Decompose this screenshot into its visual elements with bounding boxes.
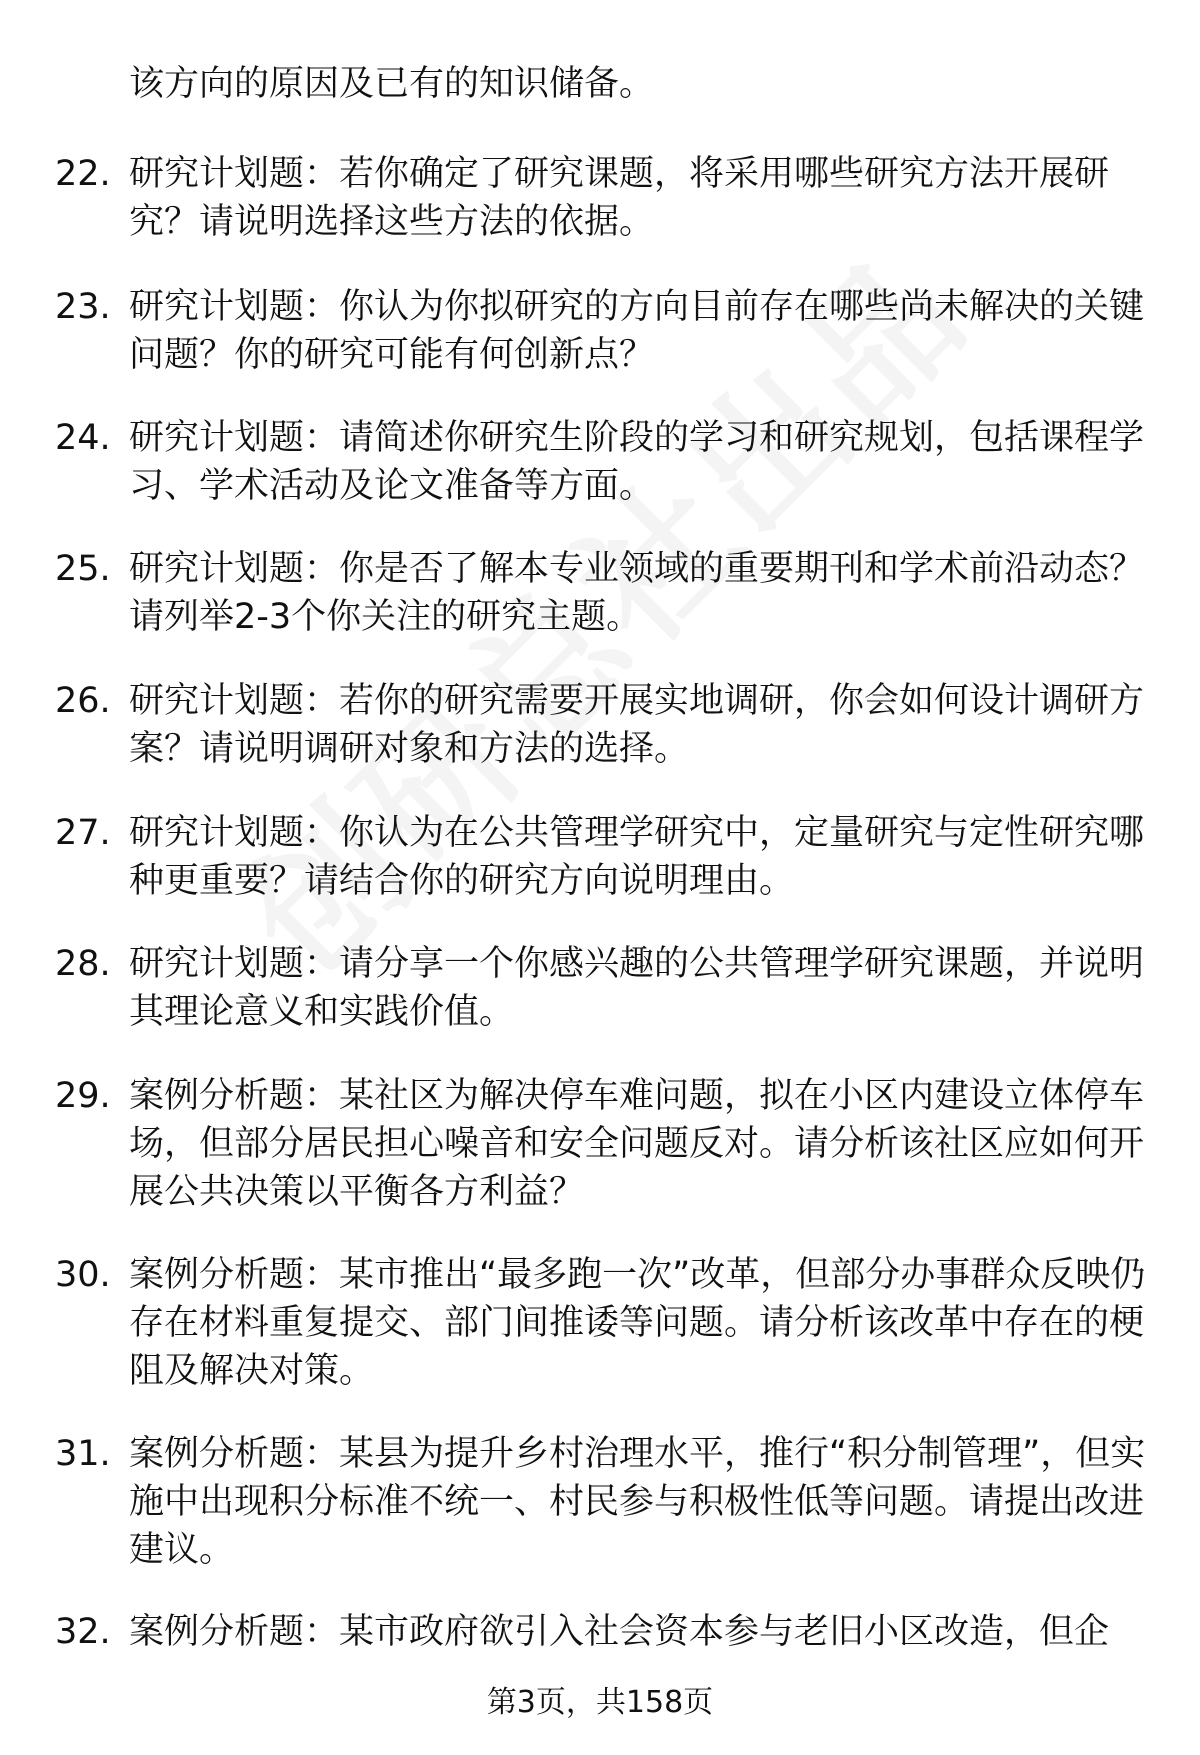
question-text: 案例分析题：某市政府欲引入社会资本参与老旧小区改造，但企 (129, 1612, 1110, 1652)
question-number: 26. (55, 681, 111, 721)
question-number: 29. (55, 1076, 111, 1116)
question-number: 24. (55, 418, 111, 458)
question-text: 案例分析题：某社区为解决停车难问题，拟在小区内建设立体停车场，但部分居民担心噪音和安全问题反对。请分析该社区应如何开展公共决策以平衡各方利益？ (129, 1076, 1145, 1212)
question-text: 研究计划题：若你的研究需要开展实地调研，你会如何设计调研方案？请说明调研对象和方法的选择。 (129, 681, 1145, 769)
question-text: 研究计划题：你认为你拟研究的方向目前存在哪些尚未解决的关键问题？你的研究可能有何创新点？ (129, 287, 1145, 375)
question-number: 31. (55, 1434, 111, 1474)
continued-text: 该方向的原因及已有的知识储备。 (129, 64, 655, 104)
question-text: 研究计划题：你是否了解本专业领域的重要期刊和学术前沿动态？请列举2-3个你关注的研究主题。 (129, 549, 1145, 637)
question-number: 25. (55, 549, 111, 589)
question-number: 32. (55, 1612, 111, 1652)
question-number: 28. (55, 944, 111, 984)
page-footer: 第3页，共158页 (486, 1685, 714, 1720)
question-text: 研究计划题：请简述你研究生阶段的学习和研究规划，包括课程学习、学术活动及论文准备等方面。 (129, 418, 1145, 506)
question-text: 案例分析题：某县为提升乡村治理水平，推行“积分制管理”，但实施中出现积分标准不统一、村民参与积极性低等问题。请提出改进建议。 (129, 1434, 1146, 1570)
question-number: 30. (55, 1255, 111, 1295)
question-number: 22. (55, 154, 111, 194)
question-text: 研究计划题：请分享一个你感兴趣的公共管理学研究课题，并说明其理论意义和实践价值。 (129, 944, 1145, 1032)
question-text: 案例分析题：某市推出“最多跑一次”改革，但部分办事群众反映仍存在材料重复提交、部门间推诿等问题。请分析该改革中存在的梗阻及解决对策。 (129, 1255, 1146, 1391)
question-number: 27. (55, 813, 111, 853)
question-text: 研究计划题：你认为在公共管理学研究中，定量研究与定性研究哪种更重要？请结合你的研究方向说明理由。 (129, 813, 1145, 901)
question-number: 23. (55, 287, 111, 327)
question-text: 研究计划题：若你确定了研究课题，将采用哪些研究方法开展研究？请说明选择这些方法的依据。 (129, 154, 1110, 242)
